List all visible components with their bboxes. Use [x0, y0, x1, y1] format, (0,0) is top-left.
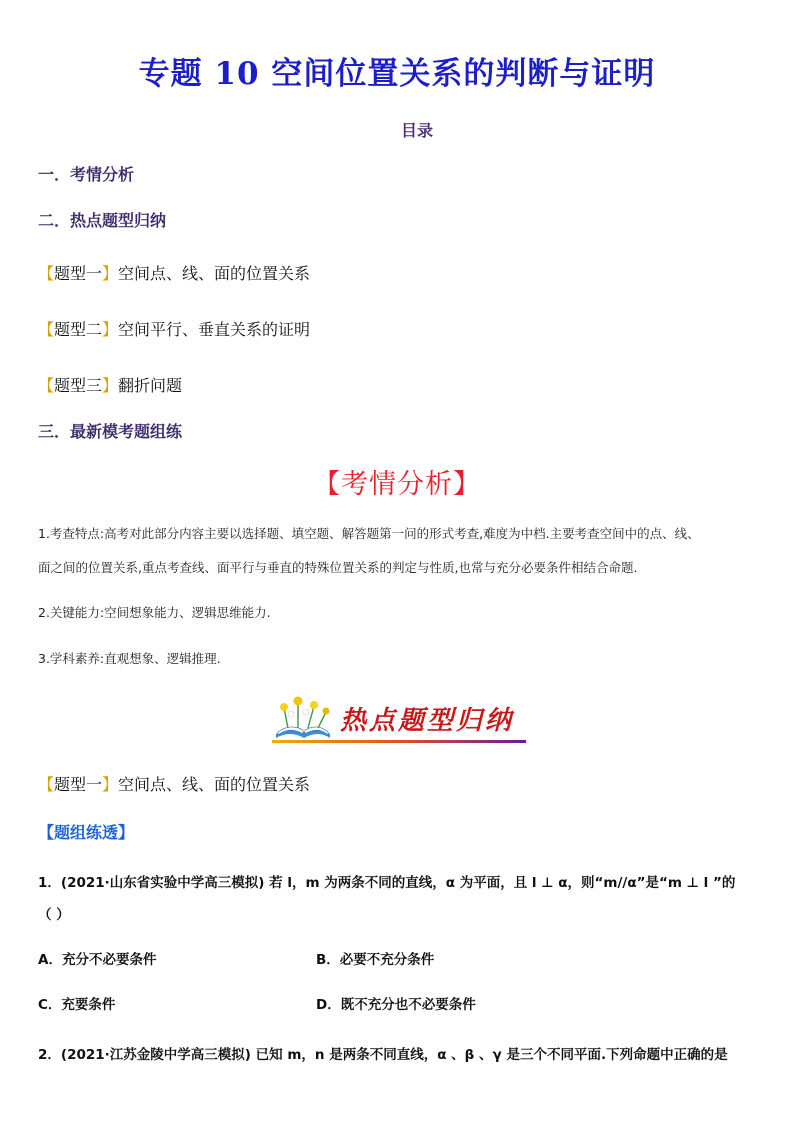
type-text: 翻折问题: [118, 376, 183, 395]
bracket-open: 【: [38, 320, 55, 339]
analysis-heading: 【考情分析】: [313, 469, 481, 500]
toc-item-type3[interactable]: [38, 373, 182, 396]
question-1-option-b[interactable]: B．必要不充分条件: [316, 952, 435, 968]
analysis-paragraph-1-line-2: 面之间的位置关系,重点考查线、面平行与垂直的特殊位置关系的判定与性质,也常与充分必要条件相结合命题.: [38, 560, 638, 575]
question-2-stem: 2．(2021·江苏金陵中学高三模拟) 已知 m，n 是两条不同直线，α 、β 、γ 是三个不同平面.下列命题中正确的是: [38, 1047, 728, 1063]
toc-item-mock-exams[interactable]: 三．最新模考题组练: [38, 422, 183, 441]
toc-item-type1[interactable]: [38, 261, 310, 284]
toc-item-hot-types[interactable]: 二．热点题型归纳: [38, 211, 167, 230]
question-1-option-c[interactable]: C．充要条件: [38, 997, 116, 1013]
question-1-option-a[interactable]: A．充分不必要条件: [38, 952, 157, 968]
type-text: 空间平行、垂直关系的证明: [118, 320, 311, 339]
hot-types-banner: [268, 694, 528, 746]
toc-heading: 目录: [400, 121, 433, 140]
type-label: 题型一: [54, 264, 103, 283]
type-text: 空间点、线、面的位置关系: [118, 264, 311, 283]
bracket-open: 【: [38, 775, 55, 794]
bracket-close: 】: [102, 775, 119, 794]
question-1-option-d[interactable]: D．既不充分也不必要条件: [316, 997, 476, 1013]
section-type1-heading: [38, 772, 310, 795]
bracket-close: 】: [102, 376, 119, 395]
bracket-open: 【: [38, 264, 55, 283]
toc-item-analysis[interactable]: 一．考情分析: [38, 165, 135, 184]
question-1-stem: 1．(2021·山东省实验中学高三模拟) 若 l，m 为两条不同的直线，α 为平面，且 l ⊥ α，则“m//α”是“m ⊥ l ”的: [38, 875, 736, 891]
type-label: 题型三: [54, 376, 103, 395]
analysis-paragraph-1-line-1: 1.考查特点:高考对此部分内容主要以选择题、填空题、解答题第一问的形式考查,难度为中档.主要考查空间中的点、线、: [38, 526, 700, 541]
drill-heading: 【题组练透】: [38, 823, 135, 842]
bracket-close: 】: [102, 264, 119, 283]
page-title: 专题 10 空间位置关系的判断与证明: [138, 56, 656, 92]
flowers-icon: [280, 697, 330, 729]
type-text: 空间点、线、面的位置关系: [118, 775, 311, 794]
bracket-close: 】: [102, 320, 119, 339]
toc-item-type2[interactable]: [38, 317, 310, 340]
banner-text: 热点题型归纳: [340, 706, 515, 736]
analysis-paragraph-3: 3.学科素养:直观想象、逻辑推理.: [38, 651, 221, 666]
type-label: 题型一: [54, 775, 103, 794]
open-book-icon: [276, 727, 330, 738]
banner-underline: [272, 740, 526, 743]
analysis-paragraph-2: 2.关键能力:空间想象能力、逻辑思维能力.: [38, 605, 271, 620]
question-1-blank: （ ）: [38, 907, 70, 923]
bracket-open: 【: [38, 376, 55, 395]
type-label: 题型二: [54, 320, 103, 339]
